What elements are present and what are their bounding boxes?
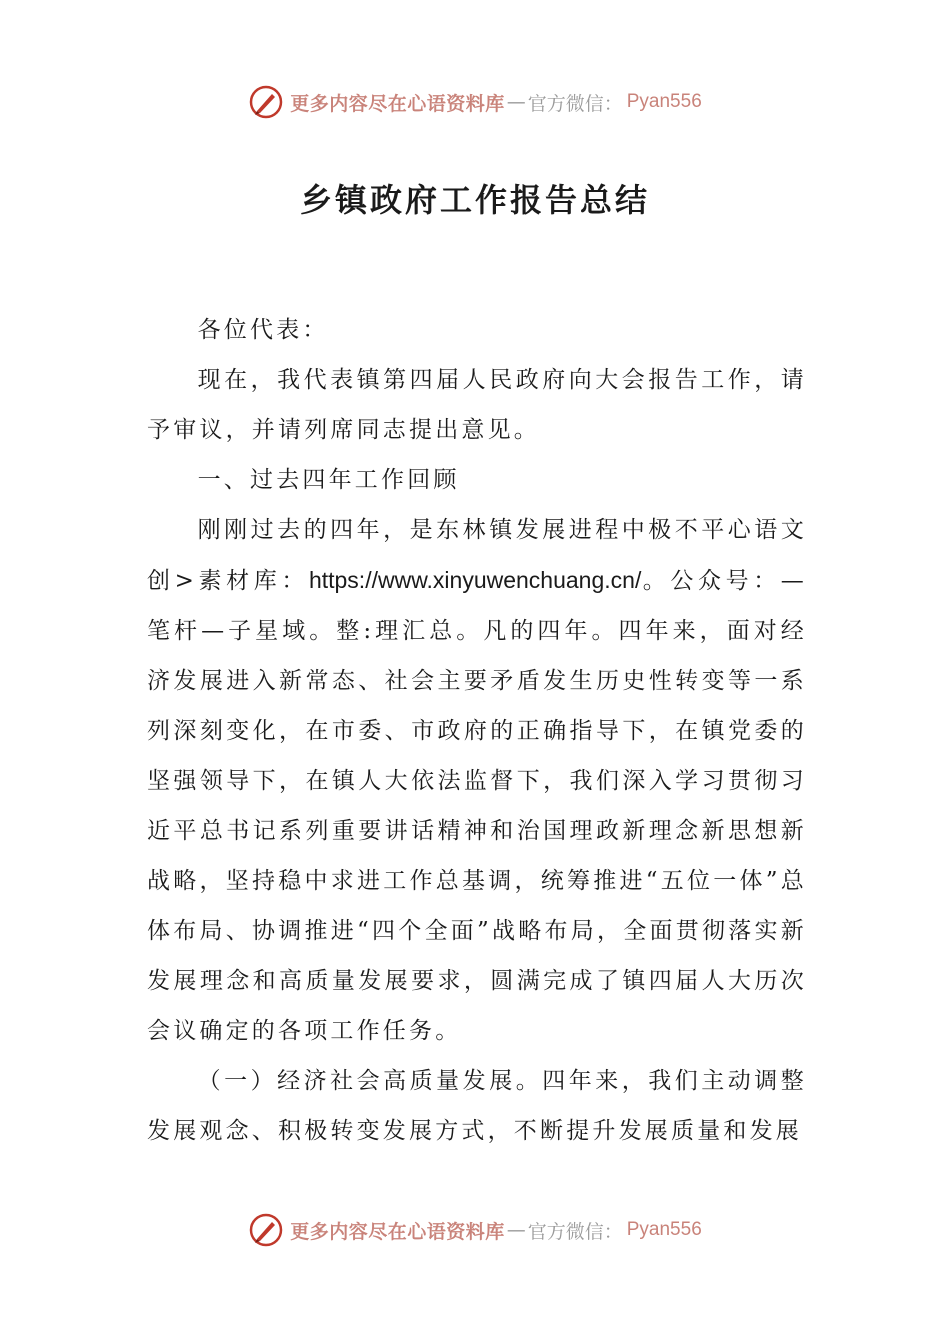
paragraph-text: 。公众号：—笔杆—子星域。整:理汇总。凡的四年。四年来，面对经济发展进入新常态、社会主要矛盾发生历史性转变等一系列深刻变化，在市委、市政府的正确指导下，在镇党委的坚强领导下，在镇人大依法监督下，我们深入学习贯彻习近平总书记系列重要讲话精神和治国理政新理念新思想新战略，坚持稳中求进工作总基调，统筹推进“五位一体”总体布局、协调推进“四个全面”战略布局，全面贯彻落实新发展理念和高质量发展要求，圆满完成了镇四届人大历次会议确定的各项工作任务。	[147, 568, 807, 1044]
pen-logo-icon	[248, 1212, 284, 1248]
paragraph	[147, 505, 807, 1056]
salutation: 各位代表：	[197, 317, 329, 343]
source-url[interactable]: https://www.xinyuwenchuang.cn/	[308, 567, 642, 593]
footer-banner	[0, 1210, 950, 1250]
pen-logo-icon	[248, 84, 284, 120]
banner-dash: —	[506, 1219, 526, 1241]
wechat-id: Pyan556	[626, 1219, 702, 1240]
document-body	[147, 305, 807, 1156]
wechat-id: Pyan556	[626, 91, 702, 112]
banner-text: 更多内容尽在心语资料库	[290, 92, 505, 115]
banner-text: 更多内容尽在心语资料库	[290, 1220, 505, 1243]
paragraph-text: 刚刚过去的四年，是东林镇发展进程中极不平心语文创>素材库：	[147, 517, 807, 594]
paragraph: （一）经济社会高质量发展。四年来，我们主动调整发展观念、积极转变发展方式，不断提升发展质量和发展	[147, 1068, 807, 1144]
wechat-label: 官方微信：	[527, 92, 623, 115]
wechat-label: 官方微信：	[527, 1220, 623, 1243]
header-banner	[0, 82, 950, 122]
banner-dash: —	[506, 91, 526, 113]
paragraph: 现在，我代表镇第四届人民政府向大会报告工作，请予审议，并请列席同志提出意见。	[147, 367, 807, 443]
section-heading: 一、过去四年工作回顾	[197, 467, 460, 493]
document-title: 乡镇政府工作报告总结	[299, 181, 650, 219]
